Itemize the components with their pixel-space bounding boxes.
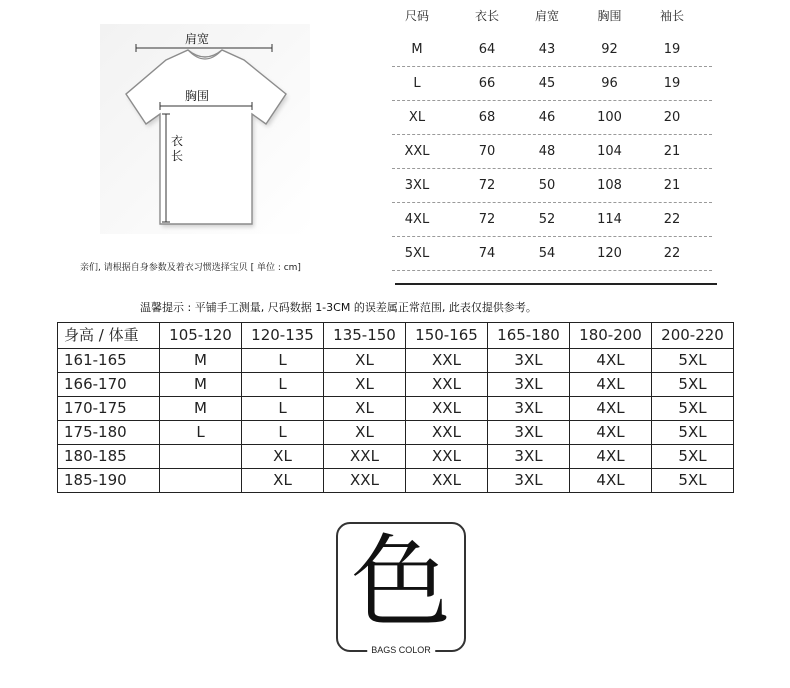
spec-row — [392, 32, 712, 67]
hw-cell — [160, 445, 242, 469]
hw-header-cell: 身高 / 体重 — [58, 323, 160, 349]
hw-cell: 3XL — [488, 397, 570, 421]
spec-row — [392, 134, 712, 169]
spec-header-cell: 肩宽 — [534, 8, 559, 23]
hw-cell: 175-180 — [58, 421, 160, 445]
spec-header-cell: 袖长 — [659, 8, 684, 23]
hw-header-cell: 180-200 — [570, 323, 652, 349]
hw-cell: 4XL — [570, 445, 652, 469]
hw-cell: XXL — [406, 397, 488, 421]
hw-cell — [160, 469, 242, 493]
spec-cell: L — [413, 75, 421, 91]
spec-header-cell: 胸围 — [597, 8, 622, 23]
tshirt-diagram — [100, 24, 310, 234]
spec-cell: 22 — [663, 211, 681, 227]
spec-cell: 20 — [663, 109, 681, 125]
hw-cell: XL — [324, 421, 406, 445]
hw-row — [58, 469, 734, 493]
height-weight-table — [57, 322, 734, 493]
hw-cell: L — [242, 373, 324, 397]
hw-header-cell: 200-220 — [652, 323, 734, 349]
shoulder-width-label: 肩宽 — [185, 32, 210, 46]
hw-cell: 4XL — [570, 397, 652, 421]
spec-cell: 46 — [538, 109, 556, 125]
spec-cell: 19 — [663, 75, 681, 91]
spec-cell: 72 — [478, 177, 496, 193]
spec-cell: 19 — [663, 41, 681, 57]
spec-cell: 66 — [478, 75, 496, 91]
hw-cell: L — [242, 397, 324, 421]
spec-cell: 70 — [478, 143, 496, 159]
hw-row — [58, 373, 734, 397]
hw-header-cell: 150-165 — [406, 323, 488, 349]
spec-cell: 52 — [538, 211, 556, 227]
hw-header-cell: 165-180 — [488, 323, 570, 349]
hw-header-cell: 135-150 — [324, 323, 406, 349]
hw-cell: 3XL — [488, 469, 570, 493]
spec-cell: XXL — [404, 143, 430, 159]
spec-cell: 21 — [663, 143, 681, 159]
hw-cell: 180-185 — [58, 445, 160, 469]
spec-header-cell: 衣长 — [474, 8, 499, 23]
hw-cell: XL — [324, 373, 406, 397]
divider — [395, 283, 717, 285]
hw-cell: L — [242, 421, 324, 445]
spec-cell: 72 — [478, 211, 496, 227]
hw-cell: 5XL — [652, 397, 734, 421]
spec-cell: 114 — [597, 211, 622, 227]
hw-cell: M — [160, 349, 242, 373]
spec-cell: 104 — [597, 143, 622, 159]
hw-cell: XXL — [406, 445, 488, 469]
hw-cell: L — [160, 421, 242, 445]
hw-cell: XL — [324, 349, 406, 373]
spec-cell: M — [411, 41, 423, 57]
spec-cell: 54 — [538, 245, 556, 261]
hw-cell: XXL — [324, 469, 406, 493]
hw-cell: XXL — [406, 469, 488, 493]
hw-cell: 3XL — [488, 373, 570, 397]
hw-cell: XL — [242, 469, 324, 493]
hw-cell: XXL — [406, 373, 488, 397]
hw-cell: L — [242, 349, 324, 373]
hw-row — [58, 445, 734, 469]
hw-row — [58, 421, 734, 445]
spec-cell: 96 — [601, 75, 618, 91]
hw-header-cell: 105-120 — [160, 323, 242, 349]
spec-cell: 68 — [478, 109, 496, 125]
spec-cell: 5XL — [404, 245, 430, 261]
fit-note: 亲们, 请根据自身参数及着衣习惯选择宝贝 [ 单位 : cm] — [80, 263, 301, 273]
spec-row — [392, 236, 712, 271]
spec-cell: 74 — [478, 245, 496, 261]
spec-row — [392, 168, 712, 203]
spec-cell: 45 — [538, 75, 556, 91]
spec-cell: 43 — [538, 41, 556, 57]
spec-cell: 21 — [663, 177, 681, 193]
spec-cell: 3XL — [404, 177, 430, 193]
length-label: 衣 长 — [171, 134, 184, 163]
hw-row — [58, 397, 734, 421]
hw-cell: 3XL — [488, 421, 570, 445]
hw-cell: 5XL — [652, 349, 734, 373]
hw-cell: 4XL — [570, 469, 652, 493]
hw-cell: 3XL — [488, 349, 570, 373]
spec-cell: 48 — [538, 143, 556, 159]
hw-cell: 5XL — [652, 421, 734, 445]
color-badge — [336, 522, 466, 655]
hw-cell: XL — [324, 397, 406, 421]
hw-cell: XXL — [406, 349, 488, 373]
hw-cell: 4XL — [570, 349, 652, 373]
hw-cell: M — [160, 373, 242, 397]
spec-cell: 92 — [601, 41, 618, 57]
hw-cell: XXL — [324, 445, 406, 469]
spec-cell: XL — [408, 109, 426, 125]
color-char: 色 — [351, 524, 451, 641]
spec-cell: 4XL — [404, 211, 430, 227]
spec-row — [392, 100, 712, 135]
hw-cell: 166-170 — [58, 373, 160, 397]
hw-cell: XXL — [406, 421, 488, 445]
hw-cell: 4XL — [570, 421, 652, 445]
spec-cell: 50 — [538, 177, 556, 193]
hw-header-row — [58, 323, 734, 349]
hw-cell: 4XL — [570, 373, 652, 397]
hw-header-cell: 120-135 — [242, 323, 324, 349]
hw-cell: 170-175 — [58, 397, 160, 421]
hw-cell: 5XL — [652, 373, 734, 397]
spec-cell: 120 — [597, 245, 622, 261]
hw-cell: 161-165 — [58, 349, 160, 373]
hw-cell: XL — [242, 445, 324, 469]
spec-cell: 108 — [597, 177, 622, 193]
tshirt-outline-icon — [100, 24, 310, 234]
spec-cell: 100 — [597, 109, 622, 125]
spec-header-row — [392, 0, 712, 30]
badge-caption: BAGS COLOR — [367, 645, 435, 655]
hw-cell: 5XL — [652, 469, 734, 493]
measurement-tip: 温馨提示 : 平铺手工测量, 尺码数据 1-3CM 的误差属正常范围, 此表仅提供参考。 — [140, 301, 537, 314]
hw-row — [58, 349, 734, 373]
size-spec-table — [392, 0, 712, 270]
chest-label: 胸围 — [185, 89, 210, 103]
spec-cell: 22 — [663, 245, 681, 261]
spec-row — [392, 66, 712, 101]
spec-row — [392, 202, 712, 237]
spec-cell: 64 — [478, 41, 496, 57]
hw-cell: 185-190 — [58, 469, 160, 493]
hw-cell: 5XL — [652, 445, 734, 469]
hw-cell: M — [160, 397, 242, 421]
spec-header-cell: 尺码 — [404, 8, 429, 23]
hw-cell: 3XL — [488, 445, 570, 469]
